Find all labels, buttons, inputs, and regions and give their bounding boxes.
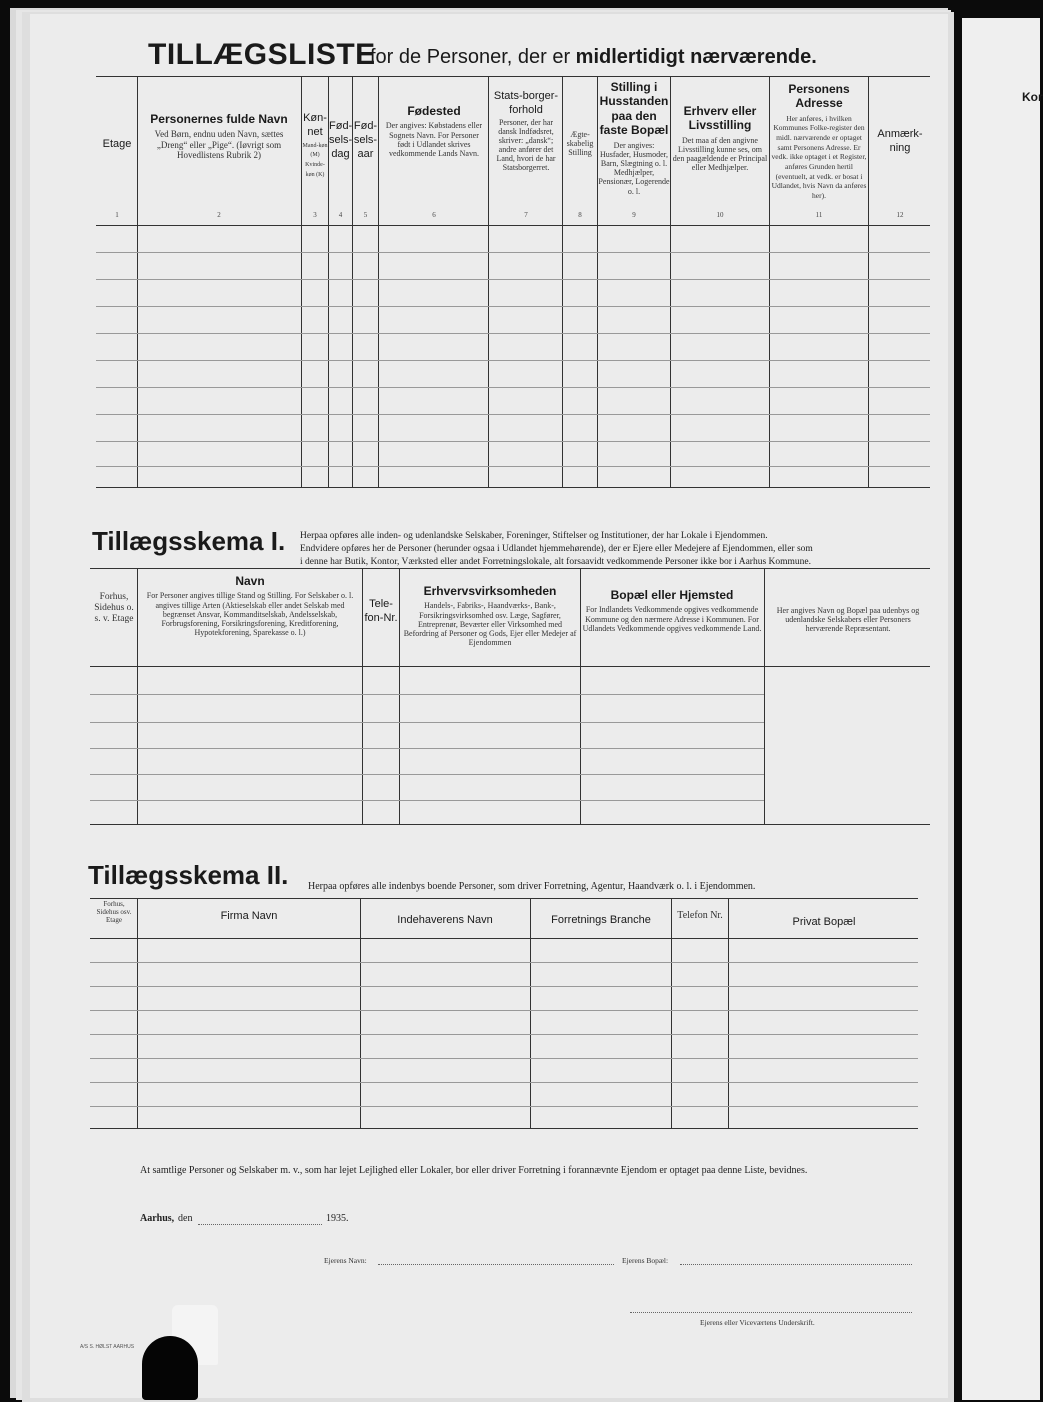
place-label: Aarhus,	[140, 1213, 175, 1224]
attestation-text: At samtlige Personer og Selskaber m. v., som har lejet Lejlighed eller Lokaler, bor eller driver Forretning i forannævnte Ejendom er optaget paa denne Liste, bevidnes.	[140, 1165, 808, 1176]
col-marital-header: Ægte-skabelig Stilling	[566, 130, 594, 158]
col-number: 6	[432, 211, 436, 219]
form-page	[30, 14, 948, 1398]
skema1-col-representant: Her angives Navn og Bopæl paa udenbys og udenlandske Selskabers eller Personers herværende Repræsentant.	[776, 606, 920, 634]
col-household-header: Stilling i Husstanden paa den faste Bopæl Der angives: Husfader, Husmoder, Barn, Slægtning o. l. Medhjælper, Pensionær, Logerende o. l.	[598, 80, 670, 196]
col-birthplace-header: Fødested Der angives: Købstadens eller Sognets Navn. For Personer født i Udlandet skrives vedkommende Lands Navn.	[385, 104, 483, 158]
signature-field[interactable]	[630, 1312, 912, 1313]
owner-address-label: Ejerens Bopæl:	[622, 1256, 669, 1265]
owner-address-field[interactable]	[680, 1264, 912, 1265]
col-number: 4	[338, 211, 343, 219]
skema1-col-etage: Forhus, Sidehus o. s. v. Etage	[94, 592, 134, 624]
signature-label: Ejerens eller Viceværtens Underskrift.	[700, 1318, 815, 1327]
skema2-col-bopael: Privat Bopæl	[792, 916, 856, 928]
skema1-col-navn: Navn For Personer angives tillige Stand og Stilling. For Selskaber o. l. angives tillige Arten (Aktieselskab eller andet Selskab med begrænset Ansvar, Kommanditselskab, Andelsselskab, Forbrugsforening, Forsikringsforening, Kreditforening, Hypotekforening, Sparekasse o. l.)	[146, 574, 354, 638]
col-address-header: Personens Adresse Her anføres, i hvilken Kommunes Folke-register den midl. nærværende er optaget samt Personens Adresse. Er vedk. ikke optaget i et Register, anføres Grunden hertil (eventuelt, at vedk. er bosat i Udlandet, hvis Navn da anføres her).	[771, 82, 867, 200]
col-number: 8	[578, 211, 582, 219]
skema2-col-etage: Forhus, Sidehus osv. Etage	[96, 900, 132, 925]
facing-page-label: Kor	[1022, 90, 1043, 104]
col-occupation-header: Erhverv eller Livsstilling Det maa af den angivne Livsstilling kunne ses, om den paagældende er Principal eller Medhjælper.	[672, 104, 768, 173]
col-number: 5	[363, 211, 368, 219]
owner-name-field[interactable]	[378, 1264, 614, 1265]
col-number: 9	[632, 211, 636, 219]
skema2-note: Herpaa opføres alle indenbys boende Personer, som driver Forretning, Agentur, Haandværk o. l. i Ejendommen.	[308, 881, 756, 892]
facing-page	[962, 18, 1043, 1400]
printer-mark: A/S S. HØLST AARHUS	[80, 1344, 135, 1350]
col-number: 10	[716, 211, 724, 219]
owner-name-label: Ejerens Navn:	[324, 1256, 367, 1265]
skema1-title: Tillægsskema I.	[92, 526, 286, 556]
col-name-header: Personernes fulde Navn Ved Børn, endnu uden Navn, sættes „Dreng“ eller „Pige“. (Iøvrigt som Hovedlistens Rubrik 2)	[150, 112, 288, 161]
skema1-col-erhverv: Erhvervsvirksomheden Handels-, Fabriks-, Haandværks-, Bank-, Forsikringsvirksomhed osv. Læge, Sagfører, Entreprenør, Beværter eller Virksomhed med Befordring af Personer og Gods, Ejer eller Medejer af Ejendommen	[403, 584, 577, 648]
skema1-col-telefon: Tele-fon-Nr.	[364, 598, 398, 624]
col-number: 2	[217, 211, 221, 219]
col-etage-header: Etage	[102, 138, 132, 150]
col-birthyear-header: Fød-sels-aar	[353, 120, 378, 160]
list-title: TILLÆGSLISTE	[148, 38, 376, 71]
skema2-col-indehaver: Indehaverens Navn	[397, 914, 493, 926]
col-birthday-header: Fød-sels-dag	[329, 120, 353, 160]
year-label: 1935.	[326, 1213, 349, 1224]
col-number: 11	[815, 211, 823, 219]
skema2-col-telefon: Telefon Nr.	[677, 910, 723, 921]
col-number: 12	[896, 211, 904, 219]
col-number: 1	[115, 211, 119, 219]
skema1-note: Herpaa opføres alle inden- og udenlandske Selskaber, Foreninger, Stiftelser og Institutioner, der har Lokale i Ejendommen. Endvidere opføres her de Personer (herunder ogsaa i Udlandet hjemmehørende), der er Ejere eller Medejere af Ejendommen, eller som i denne har Butik, Kontor, Værksted eller andet Forretningslokale, alt forsaavidt vedkommende Personer ikke bor i Aarhus Kommune.	[300, 531, 813, 567]
skema2-col-firma: Firma Navn	[220, 910, 278, 922]
date-label: den	[178, 1213, 193, 1224]
col-sex-header: Køn-net Mand-køn (M) Kvinde-køn (K)	[302, 112, 328, 179]
col-citizenship-header: Stats-borger-forhold Personer, der har dansk Indfødsret, skriver: „dansk“; andre anfører det Land, hvori de har Statsborgerret.	[493, 90, 559, 173]
skema1-col-bopael: Bopæl eller Hjemsted For Indlandets Vedkommende opgives vedkommende Kommune og den nærmere Adresse i Kommunen. For Udlandets Vedkommende opgives vedkommende Land.	[582, 588, 762, 633]
col-number: 7	[524, 211, 528, 219]
skema2-col-branche: Forretnings Branche	[551, 914, 651, 926]
skema2-title: Tillægsskema II.	[88, 860, 289, 890]
col-remark-header: Anmærk-ning	[877, 128, 923, 154]
clip-weight	[142, 1336, 198, 1400]
date-field[interactable]	[198, 1224, 322, 1225]
list-subtitle: for de Personer, der er midlertidigt nærværende.	[370, 46, 817, 68]
col-number: 3	[313, 211, 317, 219]
